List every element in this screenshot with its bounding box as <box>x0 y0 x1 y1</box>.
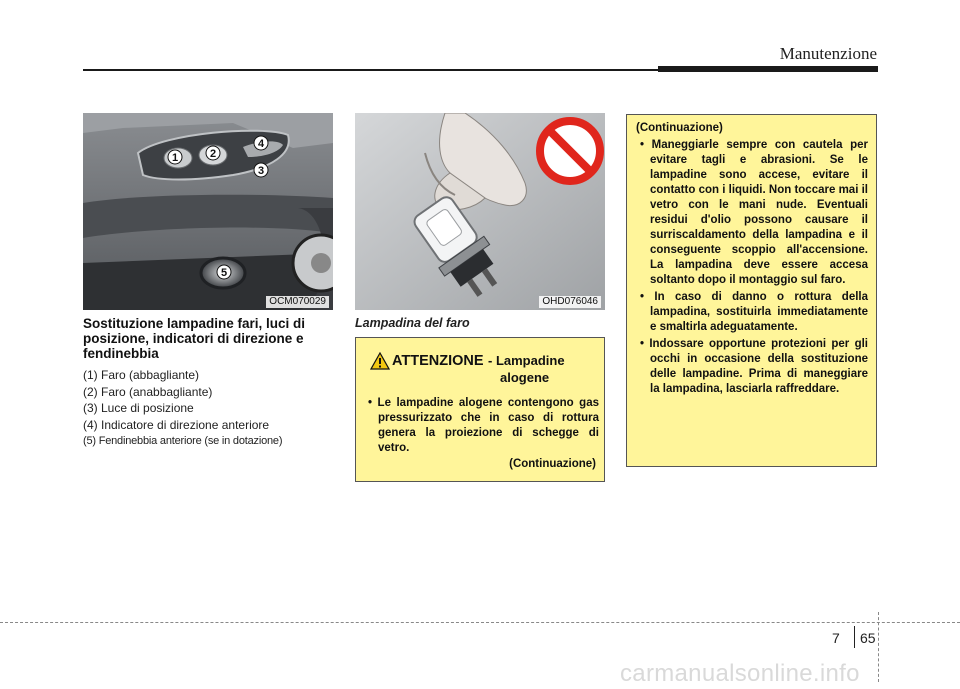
figure-caption: Lampadina del faro <box>355 316 470 330</box>
list-item: (3) Luce di posizione <box>83 401 194 415</box>
list-item: (2) Faro (anabbagliante) <box>83 384 213 399</box>
list-item: • In caso di danno o rottura della lampadina, sostituirla immediatamente e smaltirla adeguatamente. <box>640 291 868 333</box>
footer-rule <box>0 622 960 623</box>
footer-divider <box>878 612 879 682</box>
page-number: 65 <box>860 630 876 646</box>
bulb-handling-illustration <box>355 113 605 310</box>
warning-title: ATTENZIONE <box>392 353 484 369</box>
callout-4: 4 <box>257 138 265 150</box>
list-item: • Maneggiarle sempre con cautela per evitare tagli e abrasioni. Se le lampadine sono accese, evitare il contatto con i liquidi. Non toccare mai il vetro con le mani nude. Eventuali residui d'olio possono causare il surriscaldamento della lampadina e il conseguente scoppio all'accensione. La lampadina deve essere accesa soltanto dopo il montaggio sul faro. <box>640 139 868 286</box>
list-item: (1) Faro (abbagliante) <box>83 368 200 382</box>
list-item: (5) Fendinebbia anteriore (se in dotazione) <box>83 435 283 447</box>
warning-text: • Le lampadine alogene contengono gas pressurizzato che in caso di rottura genera la proiezione di schegge di vetro. <box>368 397 599 454</box>
warning-subtitle: - Lampadine <box>488 353 565 368</box>
warning-body <box>364 396 599 456</box>
list-item: • Indossare opportune protezioni per gli occhi in occasione della sostituzione delle lampadine. Prima di maneggiare la lampadina, lasciarla raffreddare. <box>640 338 868 395</box>
header-rule-accent <box>658 66 878 72</box>
warning-header <box>392 352 597 386</box>
warning-triangle-icon <box>370 352 390 370</box>
callout-5: 5 <box>220 267 228 279</box>
watermark-link[interactable]: carmanualsonline.info <box>620 660 860 687</box>
callout-2: 2 <box>209 148 217 160</box>
callout-3: 3 <box>257 165 265 177</box>
continuation-box <box>626 114 877 467</box>
list-item: (4) Indicatore di direzione anteriore <box>83 417 270 432</box>
continuation-list <box>636 138 868 399</box>
figure-code: OHD076046 <box>539 296 601 308</box>
page-header-title: Manutenzione <box>779 44 877 63</box>
car-front-illustration <box>83 113 333 310</box>
page-separator <box>854 626 855 648</box>
headlamp-photo <box>83 113 333 310</box>
continued-label: (Continuazione) <box>509 458 596 470</box>
halogen-bulb-photo <box>355 113 605 310</box>
warning-box <box>355 337 605 482</box>
continuation-heading: (Continuazione) <box>636 122 723 134</box>
warning-subtitle-cont: alogene <box>500 370 550 385</box>
figure-code: OCM070029 <box>266 296 329 308</box>
section-heading: Sostituzione lampadine fari, luci di posizione, indicatori di direzione e fendinebbia <box>83 316 306 361</box>
callout-1: 1 <box>171 152 179 164</box>
chapter-number: 7 <box>832 630 840 646</box>
bulb-list <box>83 367 343 450</box>
